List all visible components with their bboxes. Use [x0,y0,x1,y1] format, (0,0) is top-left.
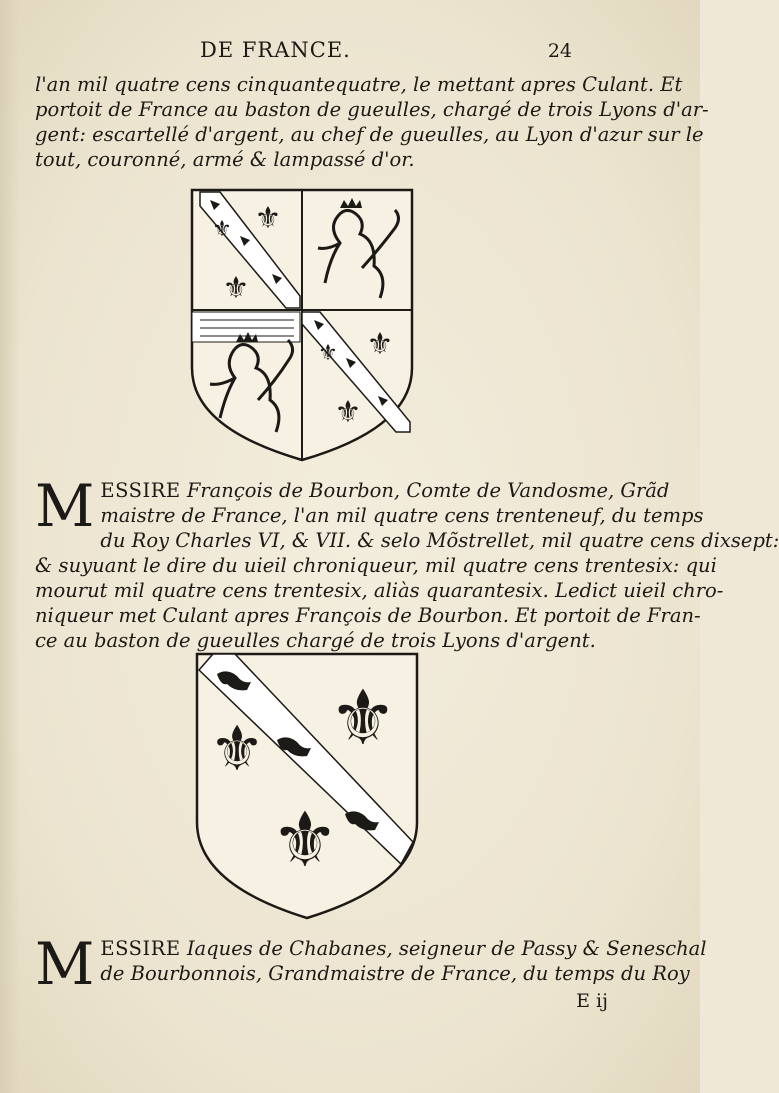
page-header [0,36,700,66]
text-line: ce au baston de gueulles chargé de trois Lyons d'argent. [35,629,596,652]
text-line: tout, couronné, armé & lampassé d'or. [35,148,415,171]
lead-word: ESSIRE [100,479,181,502]
text-line: portoit de France au baston de gueulles, chargé de trois Lyons d'ar- [35,98,709,121]
text-line: mourut mil quatre cens trentesix, aliàs quarantesix. Ledict uieil chro- [35,579,724,602]
quartered-shield-icon [190,188,415,463]
text-line: François de Bourbon, Comte de Vandosme, Grãd [180,479,670,502]
svg-text:⚜: ⚜ [334,395,362,430]
text-line: du Roy Charles VI, & VII. & selo Mõstrellet, mil quatre cens dixsept: [100,529,779,552]
svg-text:⚜: ⚜ [328,673,398,762]
text-line: de Bourbonnois, Grandmaistre de France, du temps du Roy [100,962,690,985]
svg-text:⚜: ⚜ [366,327,394,362]
text-line: Iaques de Chabanes, seigneur de Passy & Seneschal [180,937,707,960]
text-line: & suyuant le dire du uieil chroniqueur, mil quatre cens trentesix: qui [35,554,717,577]
drop-capital: M [35,930,95,998]
page-number: 24 [547,40,572,62]
text-line: gent: escartellé d'argent, au chef de gueulles, au Lyon d'azur sur le [35,123,704,146]
signature-mark: E ij [576,990,608,1012]
entry-iaques-de-chabanes [35,930,707,998]
lead-word: ESSIRE [100,937,181,960]
drop-capital: M [35,472,95,540]
svg-text:⚜: ⚜ [318,341,338,366]
entry-francois-de-bourbon [35,472,779,653]
text-line: maistre de France, l'an mil quatre cens trenteneuf, du temps [100,504,704,527]
svg-text:⚜: ⚜ [254,201,282,236]
svg-text:⚜: ⚜ [222,271,250,306]
svg-text:⚜: ⚜ [212,217,232,242]
running-head: DE FRANCE. [200,38,351,62]
fleur-de-lis-bend-shield-icon [195,652,420,922]
svg-text:⚜: ⚜ [209,712,265,785]
intro-paragraph [35,72,709,172]
text-line: l'an mil quatre cens cinquantequatre, le mettant apres Culant. Et [35,73,683,96]
svg-text:⚜: ⚜ [270,795,340,884]
text-line: niqueur met Culant apres François de Bourbon. Et portoit de Fran- [35,604,701,627]
